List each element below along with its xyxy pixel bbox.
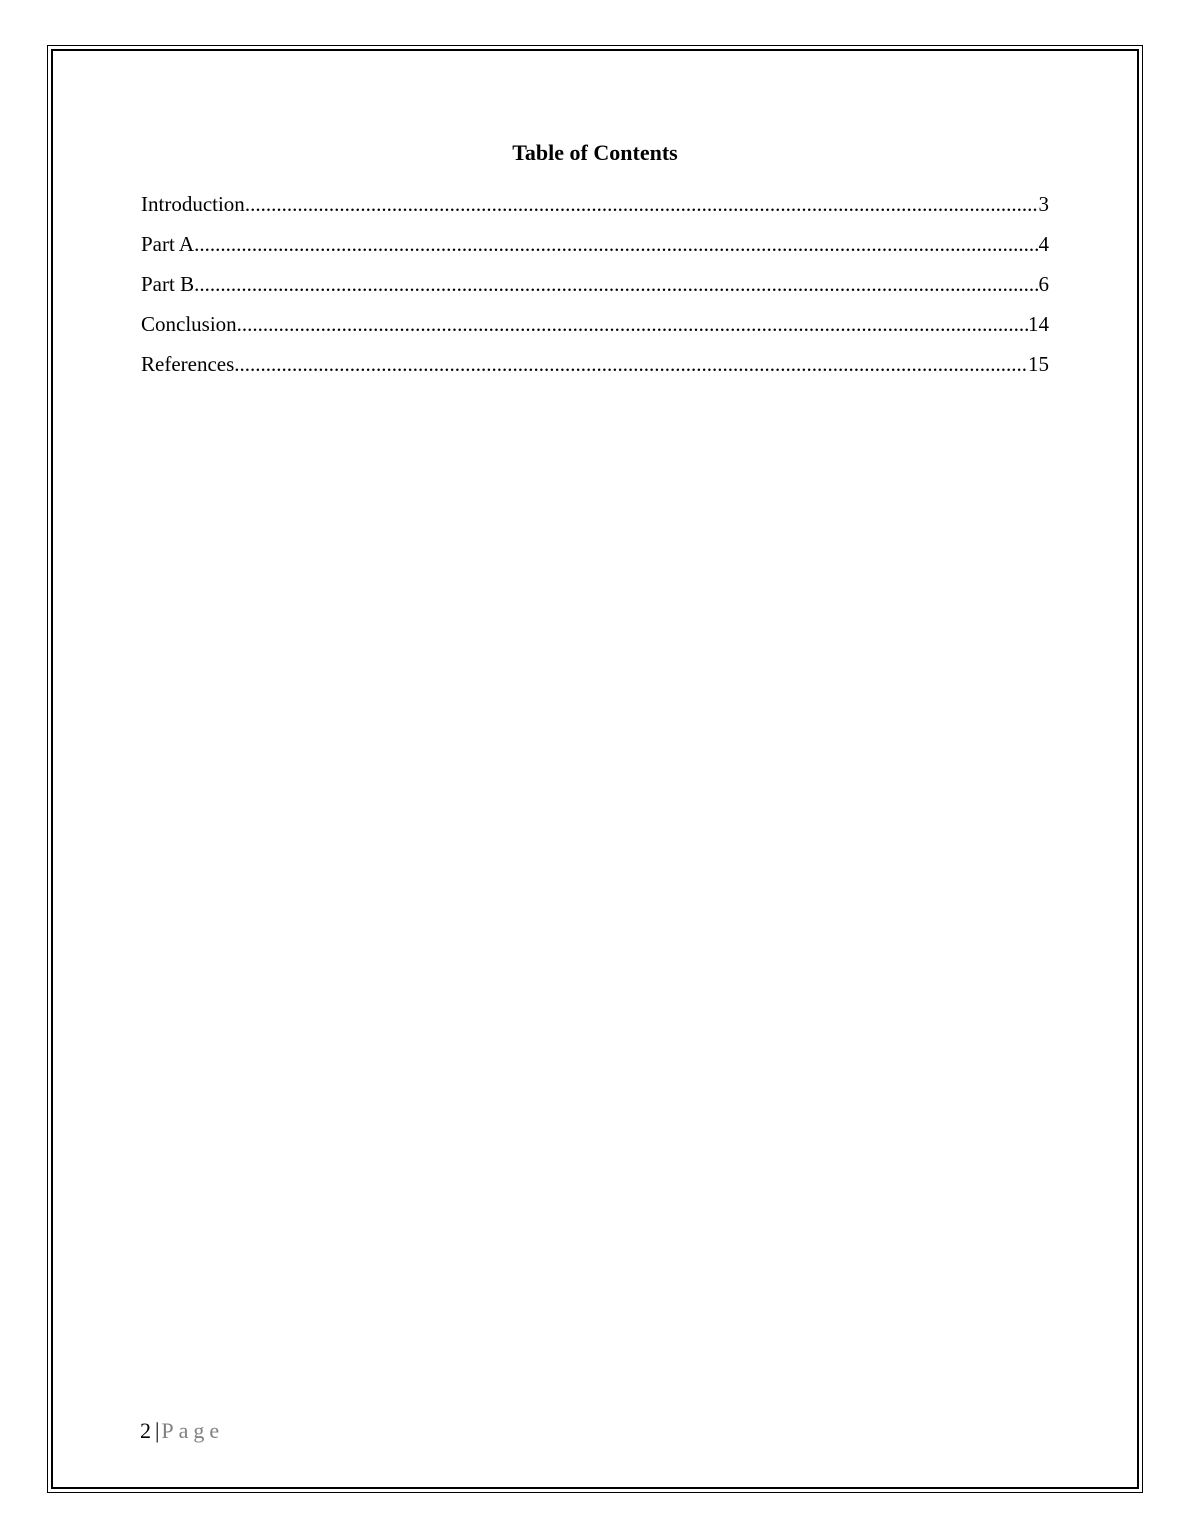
- toc-entry-label: Part B: [141, 272, 195, 296]
- toc-title: Table of Contents: [512, 140, 678, 165]
- toc-entry-label: Introduction: [141, 192, 245, 216]
- footer-page-number: 2: [140, 1418, 151, 1443]
- toc-entry-part-b[interactable]: [141, 270, 1049, 310]
- toc-entry-label: Part A: [141, 232, 195, 256]
- toc-entry-page: 15: [1028, 352, 1049, 376]
- toc-dot-leader: [245, 190, 1039, 218]
- toc-entry-page: 4: [1038, 232, 1049, 256]
- toc-entry-page: 6: [1038, 272, 1049, 296]
- toc-entry-page: 14: [1028, 312, 1049, 336]
- toc-dot-leader: [237, 310, 1028, 338]
- toc-dot-leader: [194, 230, 1038, 258]
- toc-entry-label: Conclusion: [141, 312, 237, 336]
- toc-entry-references[interactable]: [141, 350, 1049, 390]
- toc-list: [141, 190, 1049, 390]
- toc-entry-introduction[interactable]: [141, 190, 1049, 230]
- toc-entry-part-a[interactable]: [141, 230, 1049, 270]
- toc-dot-leader: [194, 270, 1038, 298]
- page-footer: [140, 1417, 224, 1445]
- footer-page-word: Page: [161, 1418, 225, 1443]
- footer-separator: |: [155, 1418, 160, 1443]
- toc-entry-label: References: [141, 352, 235, 376]
- toc-entry-page: 3: [1038, 192, 1049, 216]
- toc-entry-conclusion[interactable]: [141, 310, 1049, 350]
- toc-dot-leader: [234, 350, 1028, 378]
